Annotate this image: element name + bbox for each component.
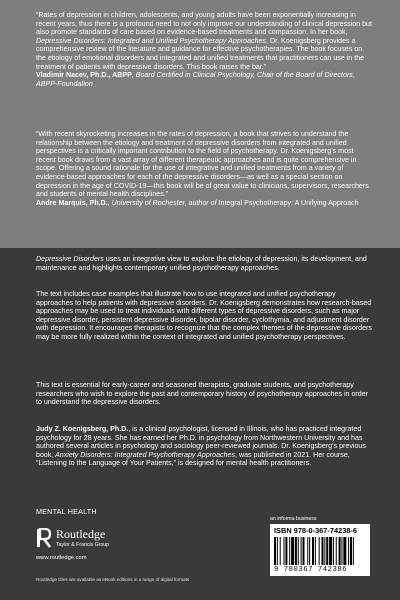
- endorsement-2: [36, 130, 372, 207]
- author-bio: [36, 425, 372, 468]
- book-title: Depressive Disorders: [36, 255, 104, 263]
- previous-book-title: Anxiety Disorders: Integrated Psychotherapy Approaches: [53, 450, 236, 459]
- endorser-name: Vladimir Nacev, Ph.D., ABPP: [36, 71, 132, 80]
- endorser-name: Andre Marquis, Ph.D.: [36, 198, 108, 207]
- book-title: Depressive Disorders: Integrated and Unified Psychotherapy Approaches: [36, 36, 267, 45]
- ebook-footnote: Routledge titles are available as eBook editions in a range of digital formats: [36, 577, 190, 582]
- endorser-book: Integral Psychotherapy: A Unifying Approach: [216, 198, 359, 207]
- author-name: Judy Z. Koenigsberg, Ph.D.: [36, 425, 129, 433]
- bio-text: , was published in 2021. Her course, “Listening to the Language of Your Patients,” is designed for mental health practitioners.: [36, 450, 350, 468]
- description-text: The text includes case examples that illustrate how to use integrated and unified psychotherapy approaches to help patients with depressive disorders. Dr. Koenigsberg demonstrates how research-based approaches may be used to treat individuals with different types of depressive disorders, such as major depressive disorder, persistent depressive disorder, bipolar disorder, cyclothymia, and adjustment disorder with depression. It encourages therapists to recognize that the complex themes of the depressive disorders may be more fully realized within the context of integrated and unified psychotherapy perspectives.: [36, 290, 372, 341]
- publisher-name: Routledge: [56, 527, 106, 541]
- endorsement-quote: “Rates of depression in children, adolescents, and young adults have been exponentially increasing in recent years, thus there is a profound need to not only improve our understanding of clinical depression but also promote standards of care based on evidence-based treatments and compassion. In her book,: [36, 11, 372, 37]
- description-paragraph-2: [36, 290, 372, 342]
- isbn-number: ISBN 978-0-367-74238-6: [274, 526, 357, 535]
- subject-category: MENTAL HEALTH: [36, 507, 97, 516]
- description-text: This text is essential for early-career and seasoned therapists, graduate students, and psychotherapy researchers who wish to explore the past and contemporary history of psychotherapy approaches in order to understand the depressive disorders.: [36, 381, 369, 407]
- publisher-url: www.routledge.com: [36, 555, 87, 561]
- barcode-box: [270, 524, 370, 576]
- endorser-affiliation: , University of Rochester, author of: [107, 198, 217, 207]
- informa-tagline: an informa business: [270, 516, 317, 522]
- endorsement-1: [36, 11, 372, 88]
- bio-text: , is a clinical psychologist, licensed in Illinois, who has practiced integrated psychology for 28 years. She has earned her Ph.D. in psychology from Northwestern University and has authored several articles in psychology and sociology peer-reviewed journals. Dr. Koenigsberg’s previous book,: [36, 425, 366, 459]
- publisher-group: Taylor & Francis Group: [56, 542, 110, 548]
- description-text: uses an integrative view to explore the etiology of depression, its development, and maintenance and highlights contemporary unified psychotherapy approaches.: [36, 255, 367, 272]
- barcode-digits: 9 780367 742386: [274, 566, 348, 574]
- endorser-affiliation: , Board Certified in Clinical Psychology, Chair of the Board of Directors, ABPP-Foundation: [36, 71, 355, 88]
- endorsement-quote-rest: , Dr. Koenigsberg provides a comprehensive review of the literature and guidance for effective psychotherapies. The book focuses on the etiology of emotional disorders and integrated and unified treatments that practitioners can use in the treatment of patients with depressive disorders. This book raises the bar.”: [36, 36, 365, 71]
- endorsement-quote: “With recent skyrocketing increases in the rates of depression, a book that strives to understand the relationship between the etiology and treatment of depressive disorders from integrated and unified perspectives is a critically important contribution to the field of psychotherapy. Dr. Koenigsberg’s most recent book draws from a vast array of different therapeutic approaches and is quite comprehensive in scope. Offering a sound rationale for the use of integrative and unified treatments from a variety of evidence-based approaches for each of the depressive disorders—as well as a special section on depression in the age of COVID-19—this book will be of great value to clinicians, supervisors, researchers and students of mental health disciplines.”: [36, 130, 369, 199]
- description-paragraph-1: [36, 255, 372, 272]
- routledge-r-icon: [36, 528, 52, 548]
- barcode-image: [274, 537, 366, 565]
- description-paragraph-3: [36, 381, 372, 407]
